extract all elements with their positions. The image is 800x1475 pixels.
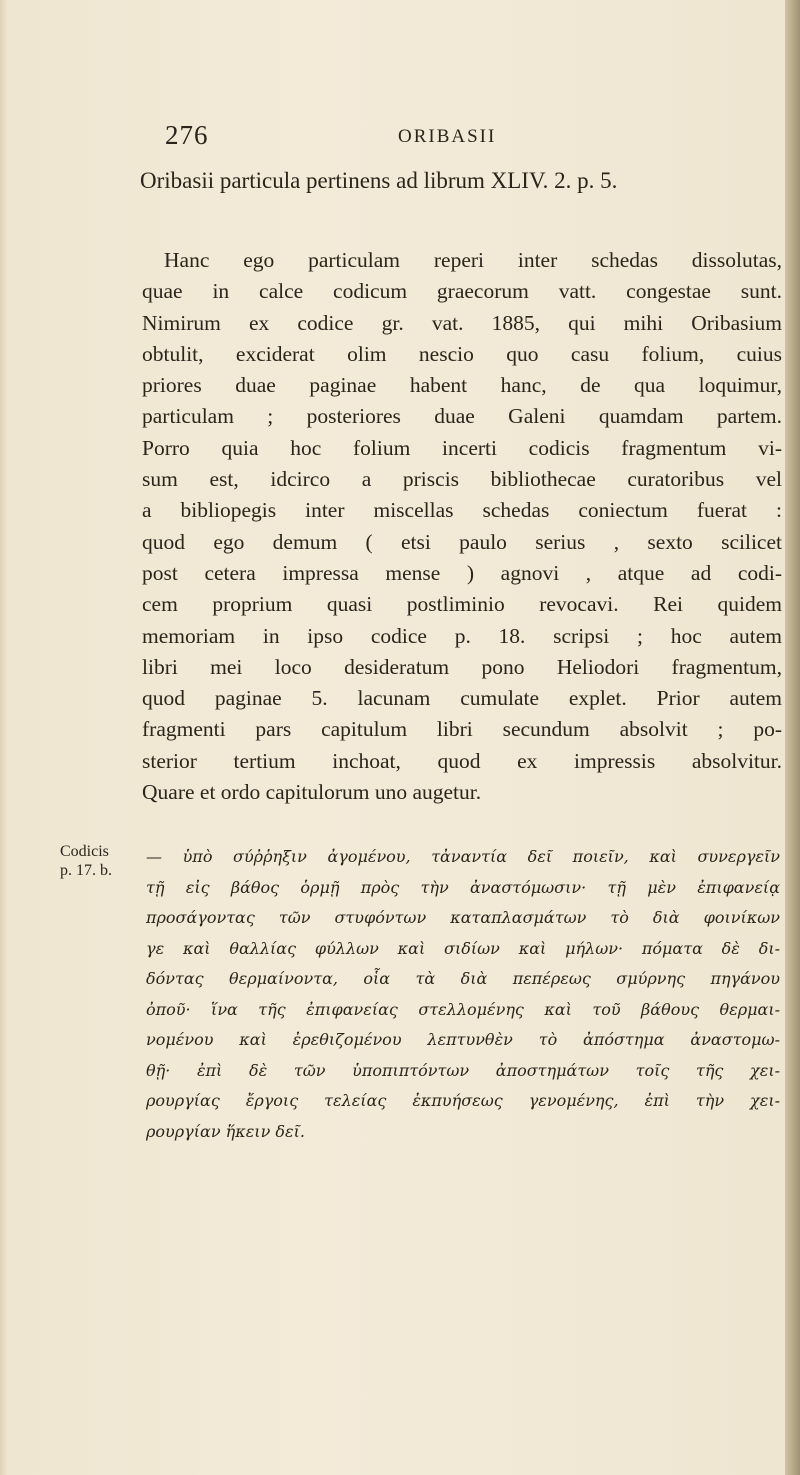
margin-note-line: p. 17. b. [60,862,112,879]
greek-line: γε καὶ θαλλίας φύλλων καὶ σιδίων καὶ μήλων· πόματα δὲ δι- [146,938,780,958]
text-line: a bibliopegis inter miscellas schedas coniectum fuerat : [142,498,782,523]
text-line: quod paginae 5. lacunam cumulate explet. Prior autem [142,686,782,711]
greek-line: ρουργίας ἔργοις τελείας ἐκπυήσεως γενομένης, ἐπὶ τὴν χει- [146,1091,780,1110]
text-line: priores duae paginae habent hanc, de qua loquimur, [142,373,782,398]
text-line: obtulit, exciderat olim nescio quo casu folium, cuius [142,341,782,366]
greek-line: δόντας θερμαίνοντα, οἷα τὰ διὰ πεπέρεως σμύρνης πηγάνου [146,969,780,988]
greek-fragment [146,842,780,1147]
greek-line: ρουργίαν ἥκειν δεῖ. [146,1121,305,1141]
text-line: quae in calce codicum graecorum vatt. congestae sunt. [142,279,782,304]
text-line: libri mei loco desideratum pono Heliodori fragmentum, [142,654,782,679]
text-line: sum est, idcirco a priscis bibliothecae curatoribus vel [142,467,782,492]
latin-paragraph [142,245,782,808]
running-title: ORIBASII [398,126,497,147]
greek-line: τῇ εἰς βάθος ὁρμῇ πρὸς τὴν ἀναστόμωσιν· τῇ μὲν ἐπιφανείᾳ [146,877,780,897]
margin-note-line: Codicis [60,843,109,860]
greek-line: — ὑπὸ σύῤῥηξιν ἀγομένου, τἀναντία δεῖ ποιεῖν, καὶ συνεργεῖν [146,847,780,866]
text-line: particulam ; posteriores duae Galeni quamdam partem. [142,404,782,429]
text-line: sterior tertium inchoat, quod ex impressis absolvitur. [142,748,782,773]
text-line: quod ego demum ( etsi paulo serius , sexto scilicet [142,529,782,554]
text-line: Quare et ordo capitulorum uno augetur. [142,780,482,805]
greek-line: θῇ· ἐπὶ δὲ τῶν ὑποπιπτόντων ἀποστημάτων τοῖς τῆς χει- [146,1060,780,1080]
page-gutter-shadow [0,0,8,1475]
text-line: Porro quia hoc folium incerti codicis fragmentum vi- [142,435,782,460]
text-line: fragmenti pars capitulum libri secundum absolvit ; po- [142,717,782,742]
greek-line: νομένου καὶ ἐρεθιζομένου λεπτυνθὲν τὸ ἀπόστημα ἀναστομω- [146,1030,780,1049]
page-number: 276 [165,120,209,150]
margin-note [60,842,112,880]
page-header [0,120,785,160]
text-line: Nimirum ex codice gr. vat. 1885, qui mihi Oribasium [142,310,782,335]
text-line: post cetera impressa mense ) agnovi , atque ad codi- [142,560,782,585]
greek-line: προσάγοντας τῶν στυφόντων καταπλασμάτων τὸ διὰ φοινίκων [146,908,780,927]
text-line: Hanc ego particulam reperi inter schedas dissolutas, [164,248,782,272]
greek-line: ὀποῦ· ἵνα τῆς ἐπιφανείας στελλομένης καὶ τοῦ βάθους θερμαι- [146,999,780,1019]
page-edge [785,0,800,1475]
text-line: cem proprium quasi postliminio revocavi. Rei quidem [142,592,782,617]
section-title: Oribasii particula pertinens ad librum XLIV. 2. p. 5. [140,168,618,193]
text-line: memoriam in ipso codice p. 18. scripsi ; hoc autem [142,623,782,648]
